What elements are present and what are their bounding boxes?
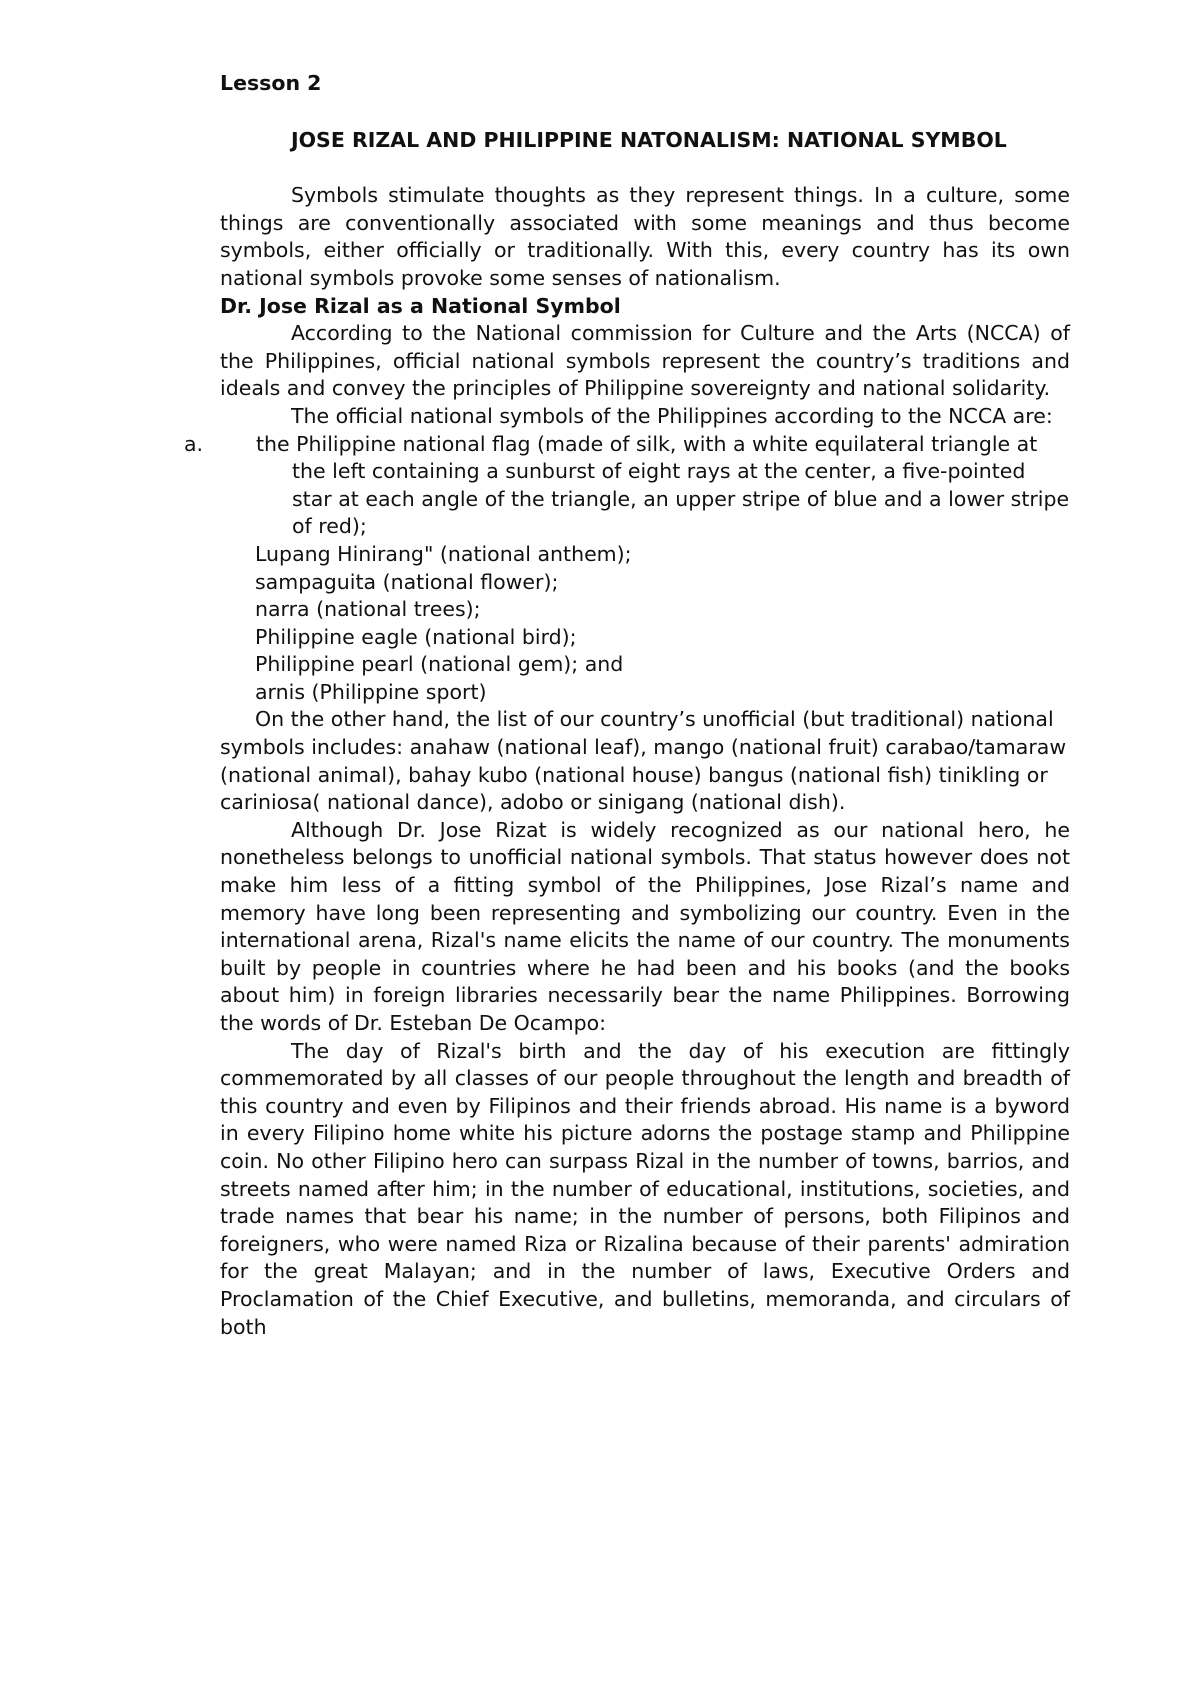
quote-paragraph: The day of Rizal's birth and the day of his execution are fittingly commemorated by all classes of our people throughout the length and breadth of this country and even by Filipinos and their friends abroad. His name is a byword in every Filipino home white his picture adorns the postage stamp and Philippine coin. No other Filipino hero can surpass Rizal in the number of towns, barrios, and streets named after him; in the number of educational, institutions, societies, and trade names that bear his name; in the number of persons, both Filipinos and foreigners, who were named Riza or Rizalina because of their parents' admiration for the great Malayan; and in the number of laws, Executive Orders and Proclamation of the Chief Executive, and bulletins, memoranda, and circulars of both — [220, 1038, 1070, 1339]
list-item: sampaguita (national flower); — [255, 569, 559, 594]
list-item-flag — [184, 431, 1070, 541]
national-hero-paragraph: Although Dr. Jose Rizat is widely recognized as our national hero, he nonetheless belongs to unofficial national symbols. That status however does not make him less of a fitting symbol of the Philippines, Jose Rizal’s name and memory have long been representing and symbolizing our country. Even in the international arena, Rizal's name elicits the name of our country. The monuments built by people in countries where he had been and his books (and the books about him) in foreign libraries necessarily bear the name Philippines. Borrowing the words of Dr. Esteban De Ocampo: — [220, 817, 1070, 1035]
list-item: Lupang Hinirang" (national anthem); — [255, 541, 632, 566]
list-item: Philippine eagle (national bird); — [255, 624, 577, 649]
intro-paragraph: Symbols stimulate thoughts as they represent things. In a culture, some things are conventionally associated with some meanings and thus become symbols, either officially or traditionally. With this, every country has its own national symbols provoke some senses of nationalism. — [220, 183, 1070, 290]
flag-item-text: the Philippine national flag (made of silk, with a white equilateral triangle at the left containing a sunburst of eight rays at the center, a five-pointed star at each angle of the triangle, an upper stripe of blue and a lower stripe of red); — [256, 431, 1070, 539]
list-item: narra (national trees); — [255, 597, 481, 622]
list-item: arnis (Philippine sport) — [255, 679, 487, 704]
lesson-label: Lesson 2 — [220, 71, 322, 95]
official-symbols-intro: The official national symbols of the Philippines according to the NCCA are: — [291, 403, 1053, 428]
unofficial-symbols-text: On the other hand, the list of our country’s unofficial (but traditional) national symbols includes: anahaw (national leaf), mango (national fruit) carabao/tamaraw (national animal), bahay kubo (national house) bangus (national fish) tinikling or cariniosa( national dance), adobo or sinigang (national dish). — [220, 707, 1067, 815]
list-marker: a. — [184, 431, 204, 456]
unofficial-symbols-paragraph — [220, 706, 1070, 816]
section-subheading: Dr. Jose Rizal as a National Symbol — [220, 293, 621, 318]
document-title: JOSE RIZAL AND PHILIPPINE NATONALISM: NATIONAL SYMBOL — [291, 127, 1007, 152]
list-item: Philippine pearl (national gem); and — [255, 652, 624, 677]
ncca-paragraph: According to the National commission for Culture and the Arts (NCCA) of the Philippines, official national symbols represent the country’s traditions and ideals and convey the principles of Philippine sovereignty and national solidarity. — [220, 321, 1070, 401]
official-symbols-list — [184, 431, 1070, 541]
